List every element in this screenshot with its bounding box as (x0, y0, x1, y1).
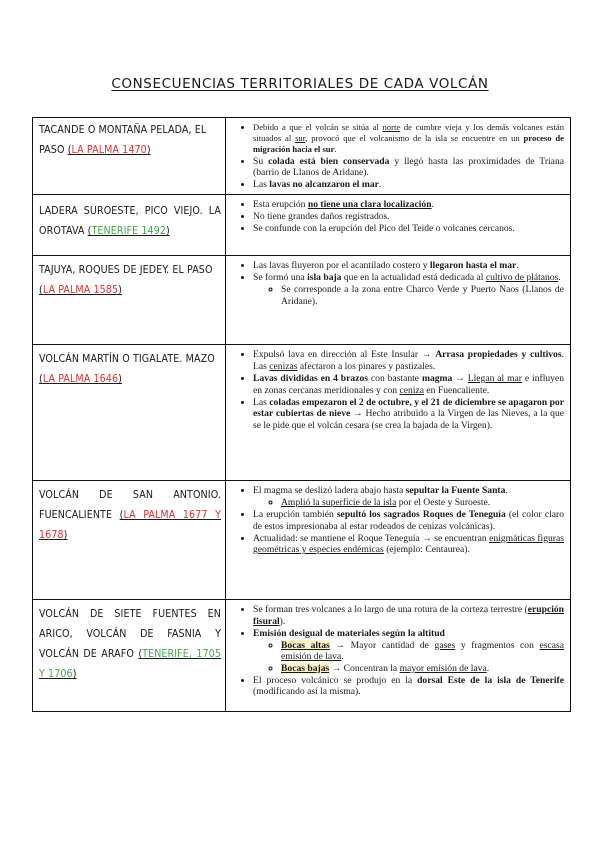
location-name: TACANDE O MONTAÑA PELADA, EL PASO (39, 124, 207, 156)
consequences-cell (226, 118, 571, 195)
page-title: CONSECUENCIAS TERRITORIALES DE CADA VOLCÁN (111, 76, 489, 92)
location-cell: VOLCÁN DE SIETE FUENTES EN ARICO, VOLCÁN DE FASNIA Y VOLCÁN DE ARAFO (TENERIFE, 1705 Y 1706) (33, 600, 226, 712)
table-row (33, 600, 571, 712)
list-item: • Su colada está bien conservada y llegó hasta las proximidades de Triana (barrio de Llanos de Aridane). (253, 156, 564, 179)
consequences-cell (226, 600, 571, 712)
list-item: • El proceso volcánico se produjo en la dorsal Este de la isla de Tenerife (modificando así la misma). (253, 675, 564, 698)
list-item: • Se formó una isla baja que en la actualidad está dedicada al cultivo de plátanos. ◦ Se corresponde a la zona entre Charco Verde y Puerto Naos (Llanos de Aridane). (253, 272, 564, 307)
list-item: • Debido a que el volcán se sitúa al norte de cumbre vieja y los demás volcanes están situados al sur, provocó que el volcanismo de la isla se encuentre en un proceso de migración hacia el sur. (253, 122, 564, 155)
location-cell: LADERA SUROESTE, PICO VIEJO. LA OROTAVA (TENERIFE 1492) (33, 195, 226, 256)
location-cell: TAJUYA, ROQUES DE JEDEY. EL PASO (LA PALMA 1585) (33, 256, 226, 345)
sub-list-item: ◦ Bocas bajas → Concentran la mayor emisión de lava. (281, 663, 564, 675)
list-item: • Las lavas no alcanzaron el mar. (253, 179, 564, 191)
location-year: LA PALMA 1677 Y 1678 (39, 509, 221, 542)
location-name: VOLCÁN DE SIETE FUENTES EN ARICO, VOLCÁN DE FASNIA Y VOLCÁN DE ARAFO (39, 608, 221, 661)
table-row (33, 256, 571, 345)
list-item: • El magma se deslizó ladera abajo hasta sepultar la Fuente Santa. ◦ Amplió la superficie de la isla por el Oeste y Suroeste. (253, 485, 564, 508)
consequences-cell (226, 481, 571, 600)
list-item: • Se forman tres volcanes a lo largo de una rotura de la corteza terrestre (erupción fisural). (253, 604, 564, 627)
list-item: • Las lavas fluyeron por el acantilado costero y llegaron hasta el mar. (253, 260, 564, 272)
sub-list-item: ◦ Bocas altas → Mayor cantidad de gases y fragmentos con escasa emisión de lava. (281, 640, 564, 663)
consequences-cell (226, 345, 571, 481)
sub-list-item: ◦ Amplió la superficie de la isla por el Oeste y Suroeste. (281, 497, 564, 509)
list-item: • Esta erupción no tiene una clara localización. (253, 199, 564, 211)
location-year: LA PALMA 1470 (71, 144, 147, 156)
table-row (33, 345, 571, 481)
table-row (33, 195, 571, 256)
table-row (33, 118, 571, 195)
consequences-cell (226, 256, 571, 345)
list-item: • Actualidad: se mantiene el Roque Teneguía → se encuentran enigmáticas figuras geométricas y especies endémicas (ejemplo: Centaurea). (253, 533, 564, 556)
volcano-table (32, 117, 571, 712)
table-row (33, 481, 571, 600)
list-item: • Las coladas empezaron el 2 de octubre, y el 21 de diciembre se apagaron por estar cubiertas de nieve → Hecho atribuido a la Virgen de las Nieves, a la que se le pide que el volcán cesara (se crea la bajada de la Virgen). (253, 397, 564, 432)
location-year: TENERIFE 1492 (91, 225, 166, 238)
list-item: • Lavas divididas en 4 brazos con bastante magma → Llegan al mar e influyen en zonas cercanas meridionales y con ceniza en Fuencaliente. (253, 373, 564, 396)
list-item: • Emisión desigual de materiales según la altitud ◦ Bocas altas → Mayor cantidad de gases y fragmentos con escasa emisión de lava. ◦ Bocas bajas → Concentran la mayor emisión de lava. (253, 628, 564, 674)
consequences-cell (226, 195, 571, 256)
location-name: VOLCÁN DE SAN ANTONIO. FUENCALIENTE (39, 489, 221, 522)
location-cell: VOLCÁN DE SAN ANTONIO. FUENCALIENTE (LA PALMA 1677 Y 1678) (33, 481, 226, 600)
location-year: LA PALMA 1646 (42, 373, 119, 386)
location-year: LA PALMA 1585 (42, 284, 119, 297)
location-year: TENERIFE, 1705 Y 1706 (39, 648, 221, 681)
list-item: • Se confunde con la erupción del Pico del Teide o volcanes cercanos. (253, 223, 564, 235)
list-item: • Expulsó lava en dirección al Este Insular → Arrasa propiedades y cultivos. Las cenizas afectaron a los pinares y pastizales. (253, 349, 564, 372)
list-item: • La erupción también sepultó los sagrados Roques de Teneguía (el color claro de estos impresionaba al estar rodeados de cenizas volcánicas). (253, 509, 564, 532)
location-name: VOLCÁN MARTÍN O TIGALATE. MAZO (39, 353, 215, 366)
location-cell: TACANDE O MONTAÑA PELADA, EL PASO (LA PALMA 1470) (33, 118, 226, 195)
location-cell: VOLCÁN MARTÍN O TIGALATE. MAZO (LA PALMA 1646) (33, 345, 226, 481)
location-name: TAJUYA, ROQUES DE JEDEY. EL PASO (39, 264, 213, 277)
sub-list-item: ◦ Se corresponde a la zona entre Charco Verde y Puerto Naos (Llanos de Aridane). (281, 284, 564, 307)
location-name: LADERA SUROESTE, PICO VIEJO. LA OROTAVA (39, 205, 221, 238)
list-item: • No tiene grandes daños registrados. (253, 211, 564, 223)
